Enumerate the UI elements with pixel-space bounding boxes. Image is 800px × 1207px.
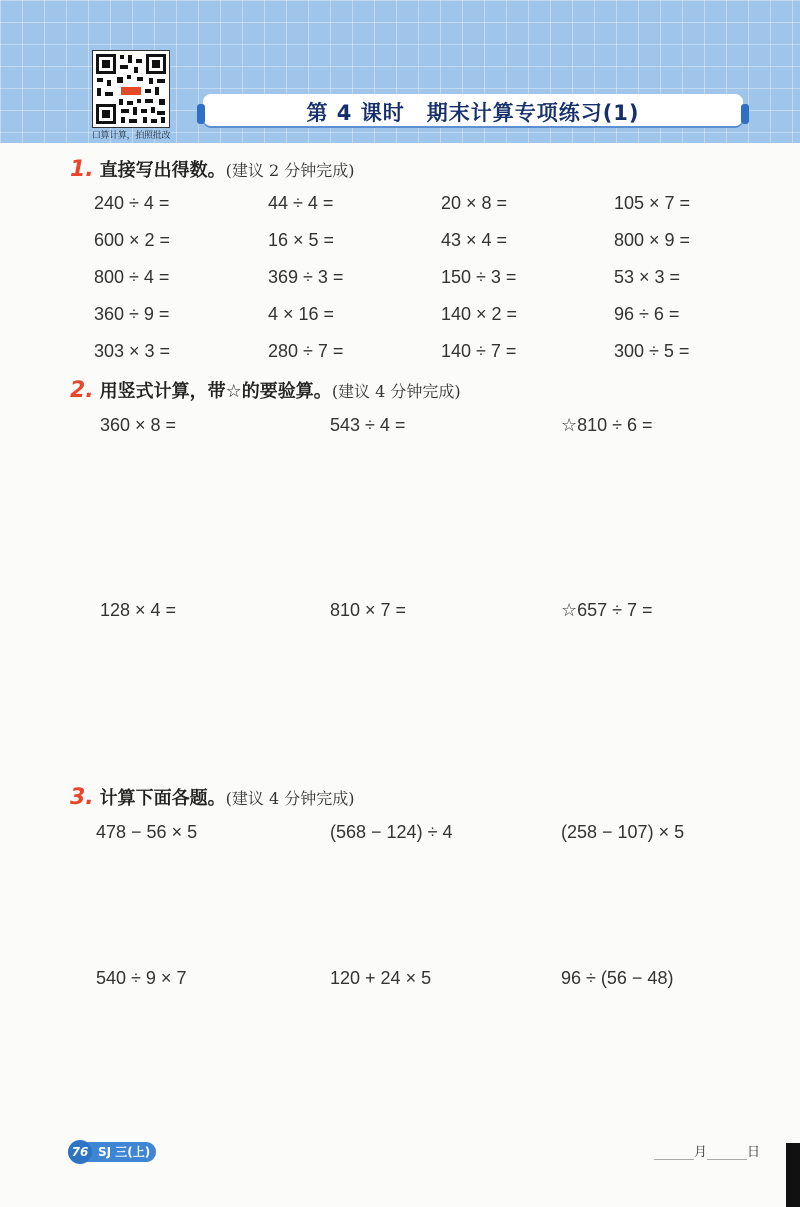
section-1-title: 直接写出得数。: [99, 160, 226, 181]
s3-item-5: 120 + 24 × 5: [330, 968, 432, 988]
s1-item-17: 303 × 3 =: [94, 341, 171, 361]
month-label: 月: [694, 1145, 708, 1160]
qr-code-icon: [92, 50, 170, 128]
section-3-number: 3.: [70, 785, 94, 810]
s2-item-6: ☆657 ÷ 7 =: [561, 600, 653, 620]
page-header: [0, 0, 800, 143]
s2-item-1: 360 × 8 =: [100, 415, 177, 435]
s3-item-6: 96 ÷ (56 − 48): [561, 968, 674, 988]
s1-item-12: 53 × 3 =: [614, 267, 681, 287]
day-blank: [707, 1145, 747, 1160]
section-3-hint: (建议 4 分钟完成): [225, 789, 355, 808]
s1-item-8: 800 × 9 =: [614, 230, 691, 250]
book-label: SJ 三(上): [98, 1145, 151, 1159]
s1-item-19: 140 ÷ 7 =: [441, 341, 517, 361]
s1-item-4: 105 × 7 =: [614, 193, 691, 213]
s1-item-11: 150 ÷ 3 =: [441, 267, 517, 287]
title-bar: [203, 94, 743, 126]
page-number: 76: [68, 1140, 92, 1164]
section-2-hint: (建议 4 分钟完成): [331, 382, 461, 401]
s3-item-3: (258 − 107) × 5: [561, 822, 685, 842]
s1-item-1: 240 ÷ 4 =: [94, 193, 170, 213]
qr-caption: 口算计算，拍照批改: [91, 131, 171, 141]
section-2-title: 用竖式计算，带☆的要验算。: [99, 381, 332, 402]
section-3-heading: [70, 784, 355, 810]
page-edge-bar: [786, 1143, 800, 1207]
s2-item-5: 810 × 7 =: [330, 600, 407, 620]
page-title: 第 4 课时 期末计算专项练习(1): [306, 101, 640, 125]
s1-item-3: 20 × 8 =: [441, 193, 508, 213]
s3-item-1: 478 − 56 × 5: [96, 822, 198, 842]
section-2-heading: [70, 377, 461, 403]
section-1-number: 1.: [70, 157, 94, 182]
s2-item-2: 543 ÷ 4 =: [330, 415, 406, 435]
section-2-number: 2.: [70, 378, 94, 403]
s3-item-2: (568 − 124) ÷ 4: [330, 822, 453, 842]
date-fill-area: [654, 1141, 760, 1160]
section-3-title: 计算下面各题。: [99, 788, 226, 809]
s3-item-4: 540 ÷ 9 × 7: [96, 968, 187, 988]
s1-item-13: 360 ÷ 9 =: [94, 304, 170, 324]
s2-item-3: ☆810 ÷ 6 =: [561, 415, 653, 435]
day-label: 日: [747, 1145, 761, 1160]
s1-item-7: 43 × 4 =: [441, 230, 508, 250]
month-blank: [654, 1145, 694, 1160]
s2-item-4: 128 × 4 =: [100, 600, 177, 620]
s1-item-2: 44 ÷ 4 =: [268, 193, 334, 213]
section-1-heading: [70, 156, 355, 182]
s1-item-16: 96 ÷ 6 =: [614, 304, 680, 324]
s1-item-18: 280 ÷ 7 =: [268, 341, 344, 361]
s1-item-15: 140 × 2 =: [441, 304, 518, 324]
s1-item-9: 800 ÷ 4 =: [94, 267, 170, 287]
s1-item-6: 16 × 5 =: [268, 230, 335, 250]
s1-item-5: 600 × 2 =: [94, 230, 171, 250]
s1-item-10: 369 ÷ 3 =: [268, 267, 344, 287]
s1-item-20: 300 ÷ 5 =: [614, 341, 690, 361]
section-1-hint: (建议 2 分钟完成): [225, 161, 355, 180]
s1-item-14: 4 × 16 =: [268, 304, 335, 324]
